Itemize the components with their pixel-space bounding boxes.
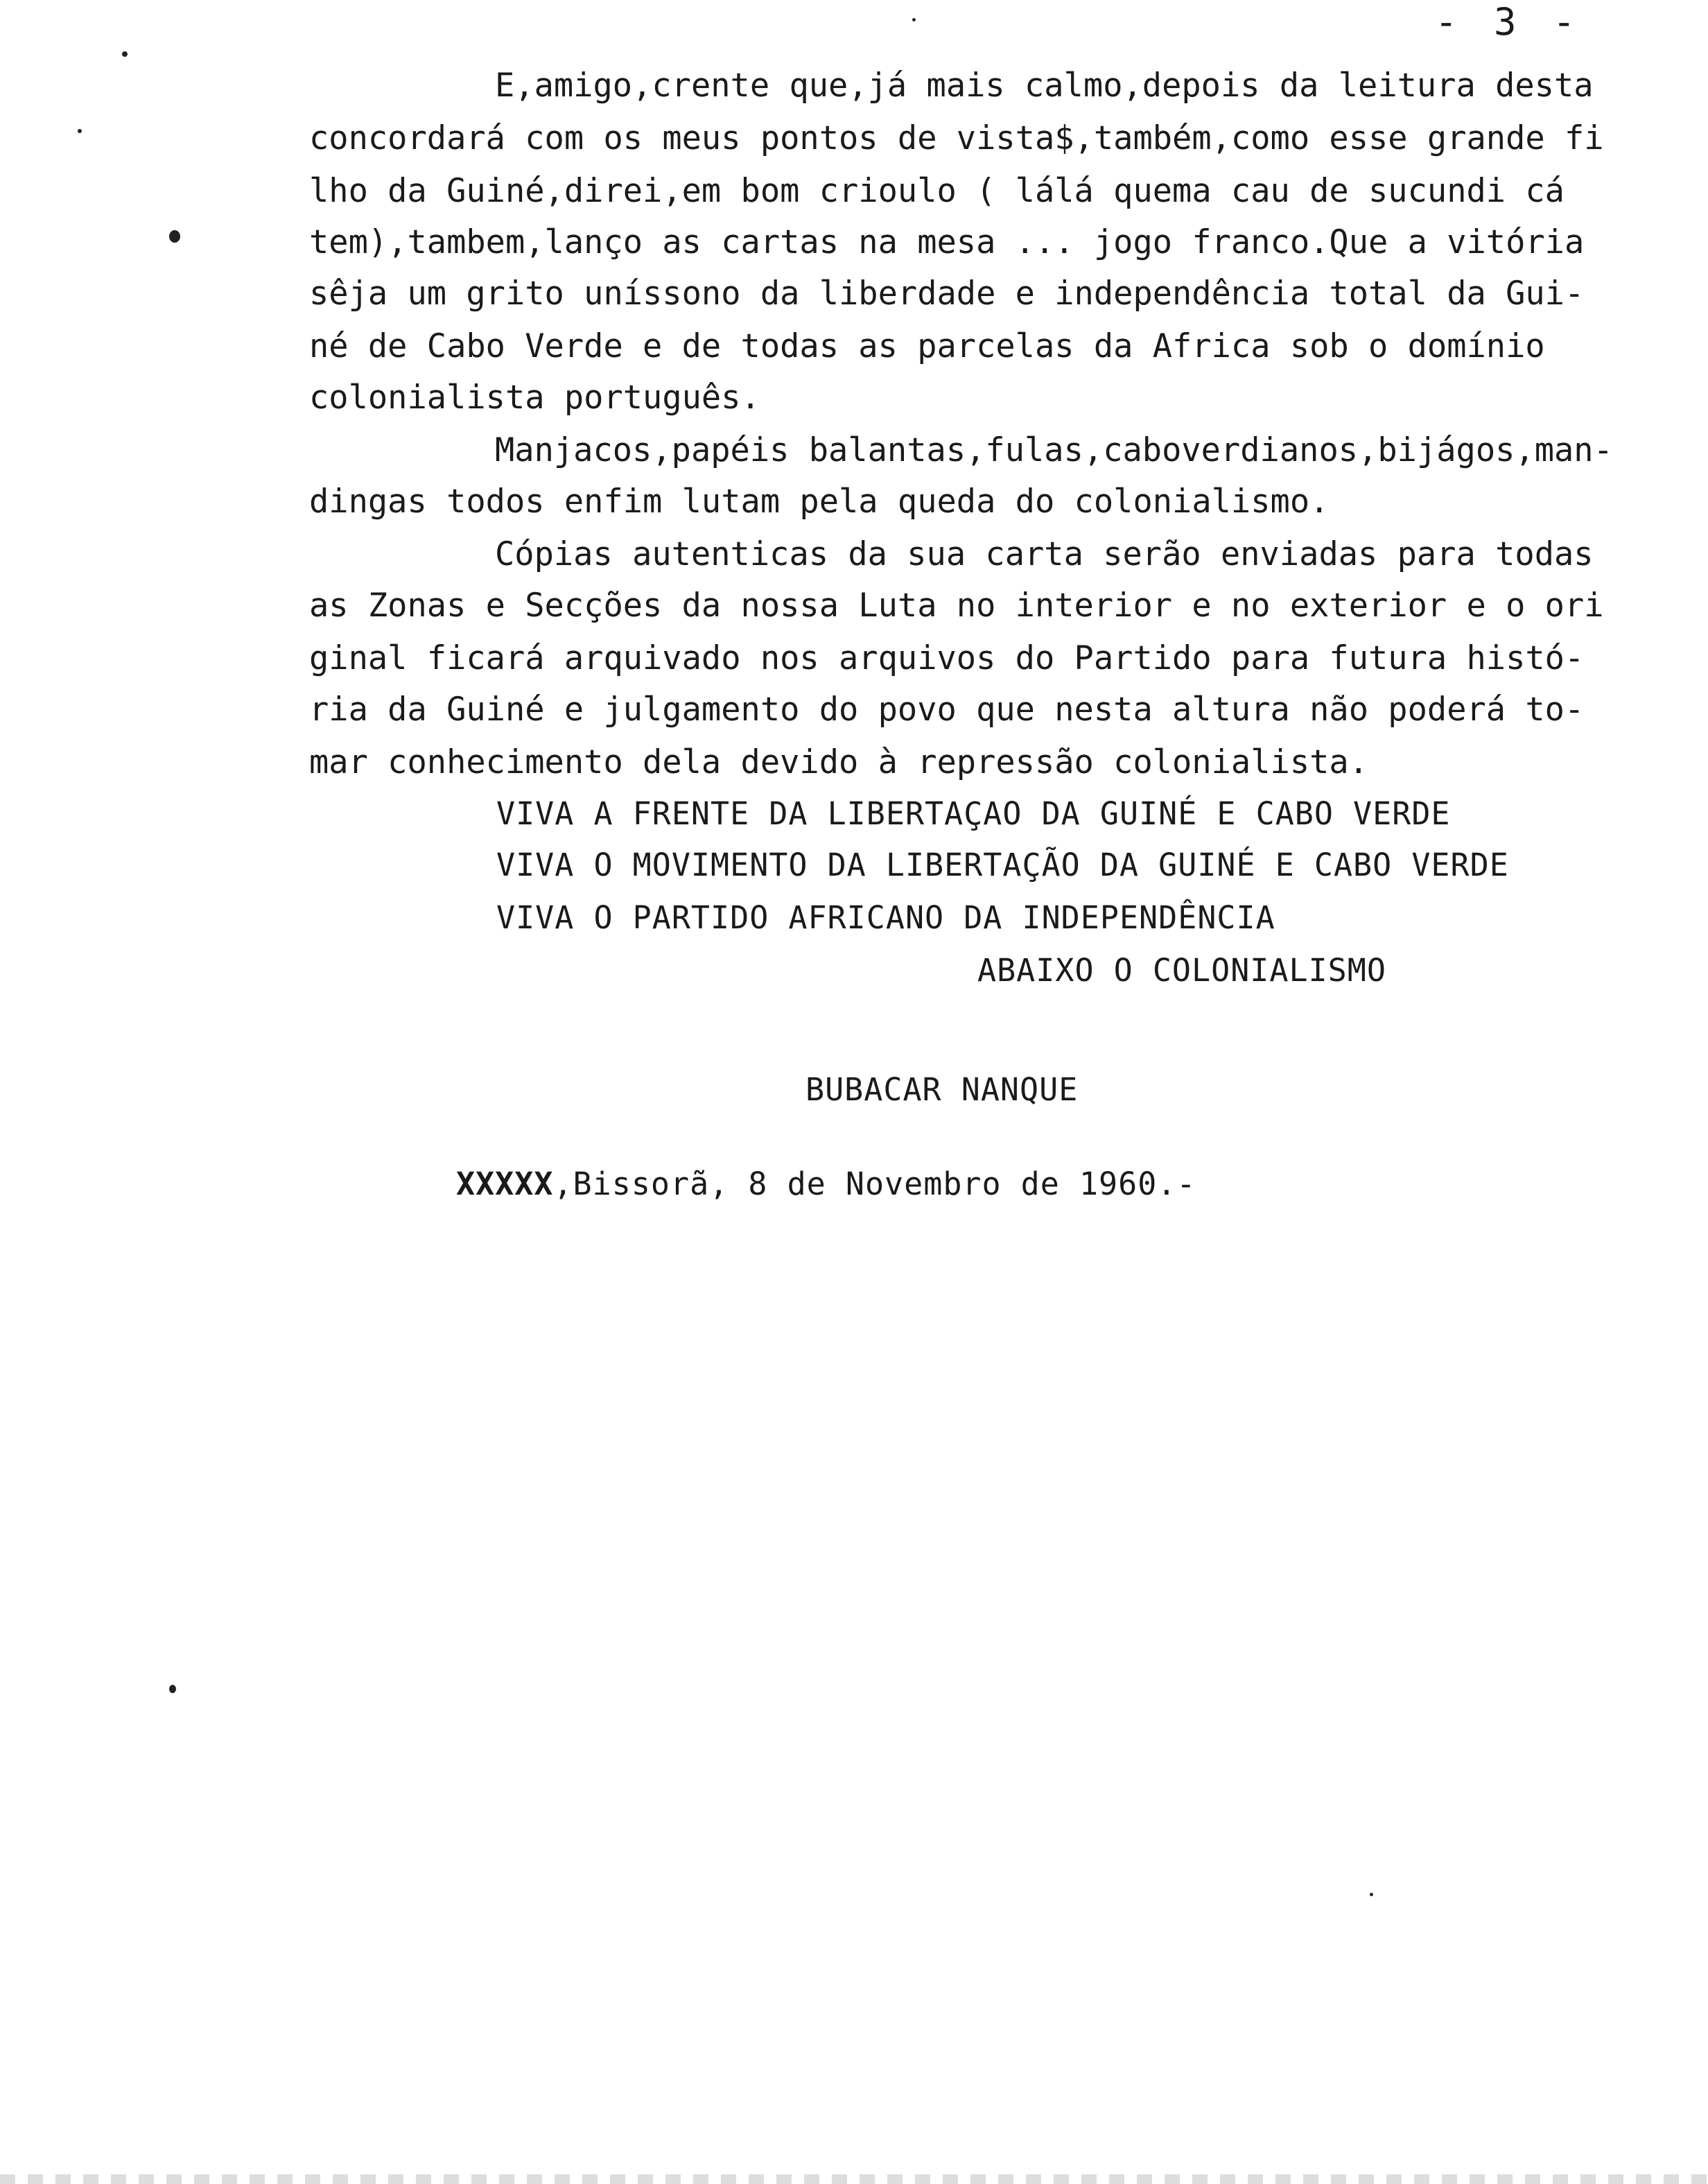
text-line: tem),tambem,lanço as cartas na mesa ... jogo franco.Que a vitória <box>309 223 1585 261</box>
ink-speck <box>122 51 128 57</box>
ink-speck <box>912 18 916 21</box>
text-line: Manjacos,papéis balantas,fulas,caboverdianos,bijágos,man- <box>495 431 1613 469</box>
text-line: dingas todos enfim lutam pela queda do colonialismo. <box>309 483 1330 521</box>
text-line: sêja um grito uníssono da liberdade e independência total da Gui- <box>309 275 1585 313</box>
text-line: né de Cabo Verde e de todas as parcelas da Africa sob o domínio <box>309 327 1545 365</box>
text-line: E,amigo,crente que,já mais calmo,depois da leitura desta <box>495 67 1594 105</box>
scan-edge <box>0 2174 1708 2184</box>
slogan-line: VIVA O MOVIMENTO DA LIBERTAÇÃO DA GUINÉ E CABO VERDE <box>496 847 1509 883</box>
text-line: ginal ficará arquivado nos arquivos do Partido para futura histó- <box>309 639 1585 677</box>
text-line: lho da Guiné,direi,em bom crioulo ( lálá quema cau de sucundi cá <box>309 172 1565 210</box>
text-line: ria da Guiné e julgamento do povo que nesta altura não poderá to- <box>309 691 1585 729</box>
dateline <box>456 1166 1196 1202</box>
text-line: concordará com os meus pontos de vista$,também,como esse grande fi <box>309 119 1604 157</box>
ink-speck <box>1370 1893 1373 1896</box>
ink-speck <box>78 129 82 133</box>
page-number: - 3 - <box>1435 0 1583 44</box>
dateline-text: ,Bissorã, 8 de Novembro de 1960.- <box>553 1165 1196 1202</box>
slogan-line: VIVA A FRENTE DA LIBERTAÇAO DA GUINÉ E CABO VERDE <box>496 795 1451 832</box>
text-line: colonialista português. <box>309 379 760 417</box>
ink-speck <box>169 230 180 243</box>
text-line: mar conhecimento dela devido à repressão colonialista. <box>309 743 1369 781</box>
slogan-line: ABAIXO O COLONIALISMO <box>977 952 1386 989</box>
signature: BUBACAR NANQUE <box>805 1071 1079 1108</box>
text-line: Cópias autenticas da sua carta serão enviadas para todas <box>495 535 1594 573</box>
text-line: as Zonas e Secções da nossa Luta no interior e no exterior e o ori <box>309 587 1604 625</box>
struck-out-text: XXXXX <box>456 1165 554 1202</box>
ink-speck <box>169 1685 176 1693</box>
slogan-line: VIVA O PARTIDO AFRICANO DA INDEPENDÊNCIA <box>496 899 1275 936</box>
